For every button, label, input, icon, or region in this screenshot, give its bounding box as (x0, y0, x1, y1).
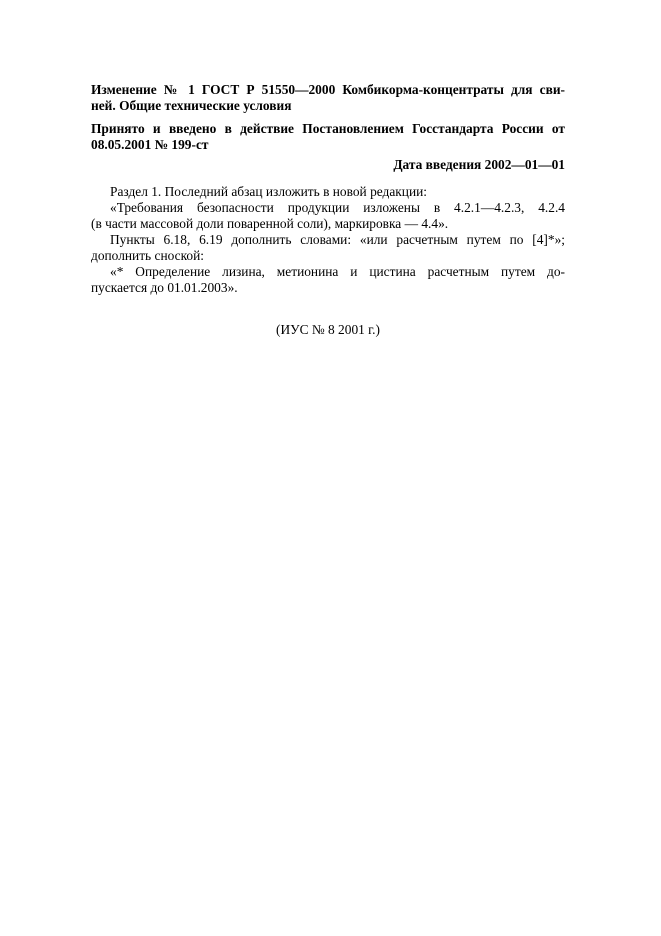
adoption-statement (91, 121, 565, 153)
amendment-body (91, 184, 565, 296)
document-content (91, 82, 565, 351)
source-reference: (ИУС № 8 2001 г.) (276, 322, 380, 337)
effective-date: Дата введения 2002—01—01 (393, 157, 565, 172)
safety-requirements-line-2: (в части массовой доли поваренной соли), маркировка — 4.4». (91, 216, 449, 231)
safety-requirements-line-1: «Требования безопасности продукции изложены в 4.2.1—4.2.3, 4.2.4 (110, 200, 565, 215)
amendment-title (91, 82, 565, 114)
amendment-title-line-2: ней. Общие технические условия (91, 98, 292, 113)
footnote-text-line-1: «* Определение лизина, метионина и цистина расчетным путем до- (110, 264, 565, 279)
section-1-instruction: Раздел 1. Последний абзац изложить в новой редакции: (110, 184, 428, 199)
footnote-instruction: дополнить сноской: (91, 248, 205, 263)
clauses-addition: Пункты 6.18, 6.19 дополнить словами: «или расчетным путем по [4]*»; (110, 232, 565, 247)
footnote-text-line-2: пускается до 01.01.2003». (91, 280, 238, 295)
adoption-statement-line-1: Принято и введено в действие Постановлением Госстандарта России от (91, 121, 565, 136)
adoption-statement-line-2: 08.05.2001 № 199-ст (91, 137, 209, 152)
amendment-title-line-1: Изменение № 1 ГОСТ Р 51550—2000 Комбикорма-концентраты для сви- (91, 82, 565, 97)
